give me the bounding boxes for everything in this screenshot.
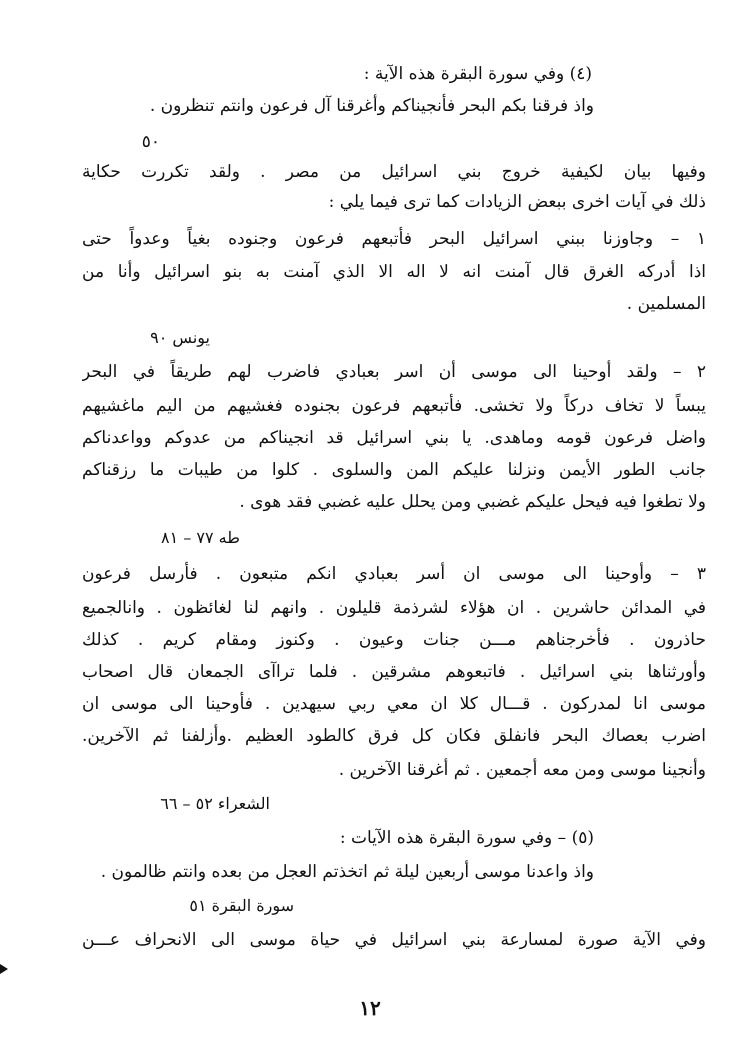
text-line: وأورثناها بني اسرائيل . فاتبعوهم مشرقين . فلما تراآى الجمعان قال اصحاب bbox=[82, 662, 706, 682]
text-line: يبساً لا تخاف دركاً ولا تخشى. فأتبعهم فرعون بجنوده فغشيهم من اليم ماغشيهم bbox=[82, 396, 706, 416]
text-line: في المدائن حاشرين . ان هؤلاء لشرذمة قليلون . وانهم لنا لغائظون . وانالجميع bbox=[82, 598, 706, 618]
verse-reference: طه ٧٧ – ٨١ bbox=[161, 528, 240, 547]
text-line: اضرب بعصاك البحر فانفلق فكان كل فرق كالطود العظيم .وأزلفنا ثم الآخرين. bbox=[82, 726, 706, 746]
verse-reference: الشعراء ٥٢ – ٦٦ bbox=[160, 794, 270, 813]
verse-reference: يونس ٩٠ bbox=[150, 328, 210, 347]
text-line: ٣ – وأوحينا الى موسى ان أسر بعبادي انكم متبعون . فأرسل فرعون bbox=[82, 564, 706, 584]
text-line: وفي الآية صورة لمسارعة بني اسرائيل في حياة موسى الى الانحراف عـــن bbox=[82, 930, 706, 950]
text-line: ٥٠ bbox=[141, 132, 160, 152]
text-line: جانب الطور الأيمن ونزلنا عليكم المن والسلوى . كلوا من طيبات ما رزقناكم bbox=[82, 460, 706, 480]
text-line: واذ فرقنا بكم البحر فأنجيناكم وأغرقنا آل فرعون وانتم تنظرون . bbox=[149, 96, 594, 116]
text-line: واضل فرعون قومه وماهدى. يا بني اسرائيل قد انجيناكم من عدوكم وواعدناكم bbox=[82, 428, 706, 448]
text-line: ولا تطغوا فيه فيحل عليكم غضبي ومن يحلل عليه غضبي فقد هوى . bbox=[239, 492, 706, 512]
text-line: (٤) وفي سورة البقرة هذه الآية : bbox=[363, 64, 592, 84]
text-line: وفيها بيان لكيفية خروج بني اسرائيل من مصر . ولقد تكررت حكاية bbox=[82, 162, 706, 182]
text-line: المسلمين . bbox=[626, 294, 706, 314]
text-line: حاذرون . فأخرجناهم مـــن جنات وعيون . وكنوز ومقام كريم . كذلك bbox=[82, 630, 706, 650]
text-line: ذلك في آيات اخرى ببعض الزيادات كما ترى فيما يلي : bbox=[328, 192, 706, 212]
text-line: اذا أدركه الغرق قال آمنت انه لا اله الا الذي آمنت به بنو اسرائيل وأنا من bbox=[82, 262, 706, 282]
text-line: واذ واعدنا موسى أربعين ليلة ثم اتخذتم العجل من بعده وانتم ظالمون . bbox=[100, 862, 594, 882]
page-number: ١٢ bbox=[359, 996, 381, 1020]
text-line: ١ – وجاوزنا ببني اسرائيل البحر فأتبعهم فرعون وجنوده بغياً وعدواً حتى bbox=[82, 229, 706, 249]
text-line: ٢ – ولقد أوحينا الى موسى أن اسر بعبادي فاضرب لهم طريقاً في البحر bbox=[82, 362, 706, 382]
text-line: (٥) – وفي سورة البقرة هذه الآيات : bbox=[339, 828, 594, 848]
page-edge-mark-icon bbox=[0, 962, 9, 976]
text-line: موسى انا لمدركون . قـــال كلا ان معي ربي سيهدين . فأوحينا الى موسى ان bbox=[82, 694, 706, 714]
verse-reference: سورة البقرة ٥١ bbox=[189, 896, 294, 915]
text-line: وأنجينا موسى ومن معه أجمعين . ثم أغرقنا الآخرين . bbox=[338, 760, 706, 780]
